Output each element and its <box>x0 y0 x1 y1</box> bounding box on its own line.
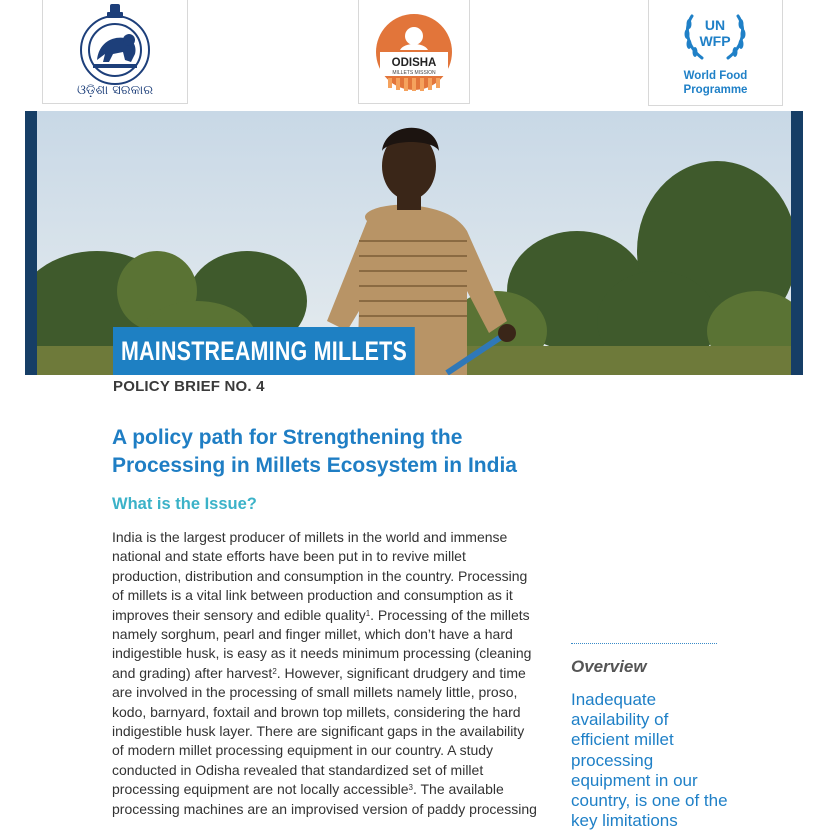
un-wfp-logo <box>648 0 783 106</box>
wfp-acronym-text: WFP <box>699 33 731 49</box>
lion-emblem-icon <box>73 2 157 102</box>
footnote-ref-2: 2 <box>272 666 277 676</box>
odisha-millets-mission-logo <box>358 0 470 104</box>
overview-label: Overview <box>571 657 647 676</box>
wfp-name-line1: World Food <box>683 70 748 82</box>
body-text-part4: . The available processing machines are an improvised version of paddy processing <box>112 781 537 817</box>
hero-banner <box>25 111 803 375</box>
logo-mission-text: MILLETS MISSION <box>392 69 436 76</box>
wfp-name <box>649 69 782 97</box>
emblem-script-text: ଓଡ଼ିଶା ସରକାର <box>76 82 154 98</box>
body-paragraph <box>112 528 538 819</box>
body-text-part2: . Processing of the millets namely sorghum, pearl and finger millet, which don’t have a hard indigestible husk, is easy as it needs minimum processing (cleaning and grading) after harvest <box>112 606 532 681</box>
overview-divider <box>571 643 717 644</box>
section-heading: What is the Issue? <box>112 495 257 513</box>
body-text-part3: . However, significant drudgery and time are involved in the processing of small millets namely little, proso, kodo, barnyard, foxtail and brown top millets, considering the hard indigestible husk layer. There are significant gaps in the availability of modern millet processing equipment in our country. A study conducted in Odisha revealed that standardized set of millet processing equipment are not locally accessible <box>112 664 526 798</box>
millets-mission-icon <box>374 12 454 92</box>
document-title <box>112 424 552 480</box>
footnote-ref-1: 1 <box>365 608 371 618</box>
footnote-ref-3: 3 <box>408 783 413 793</box>
banner-title: MAINSTREAMING MILLETS <box>113 327 415 375</box>
document-title-line2: Processing in Millets Ecosystem in India <box>112 454 517 477</box>
wfp-un-text: UN <box>704 17 726 33</box>
wfp-wreath-icon <box>680 6 750 66</box>
odisha-emblem-logo <box>42 0 188 104</box>
document-title-line1: A policy path for Strengthening the <box>112 426 463 449</box>
logo-odisha-text: ODISHA <box>391 56 437 69</box>
overview-text: Inadequate availability of efficient millet processing equipment in our country, is one of the key limitations <box>571 690 728 831</box>
body-text-part1: India is the largest producer of millets in the world and immense national and state efforts have been put in to revive millet production, distribution and consumption in the country. Processing of millets is a vital link between production and consumption as it improves their sensory and edible quality <box>112 529 528 623</box>
wfp-name-line2: Programme <box>683 84 748 96</box>
policy-brief-number: POLICY BRIEF NO. 4 <box>113 378 265 395</box>
